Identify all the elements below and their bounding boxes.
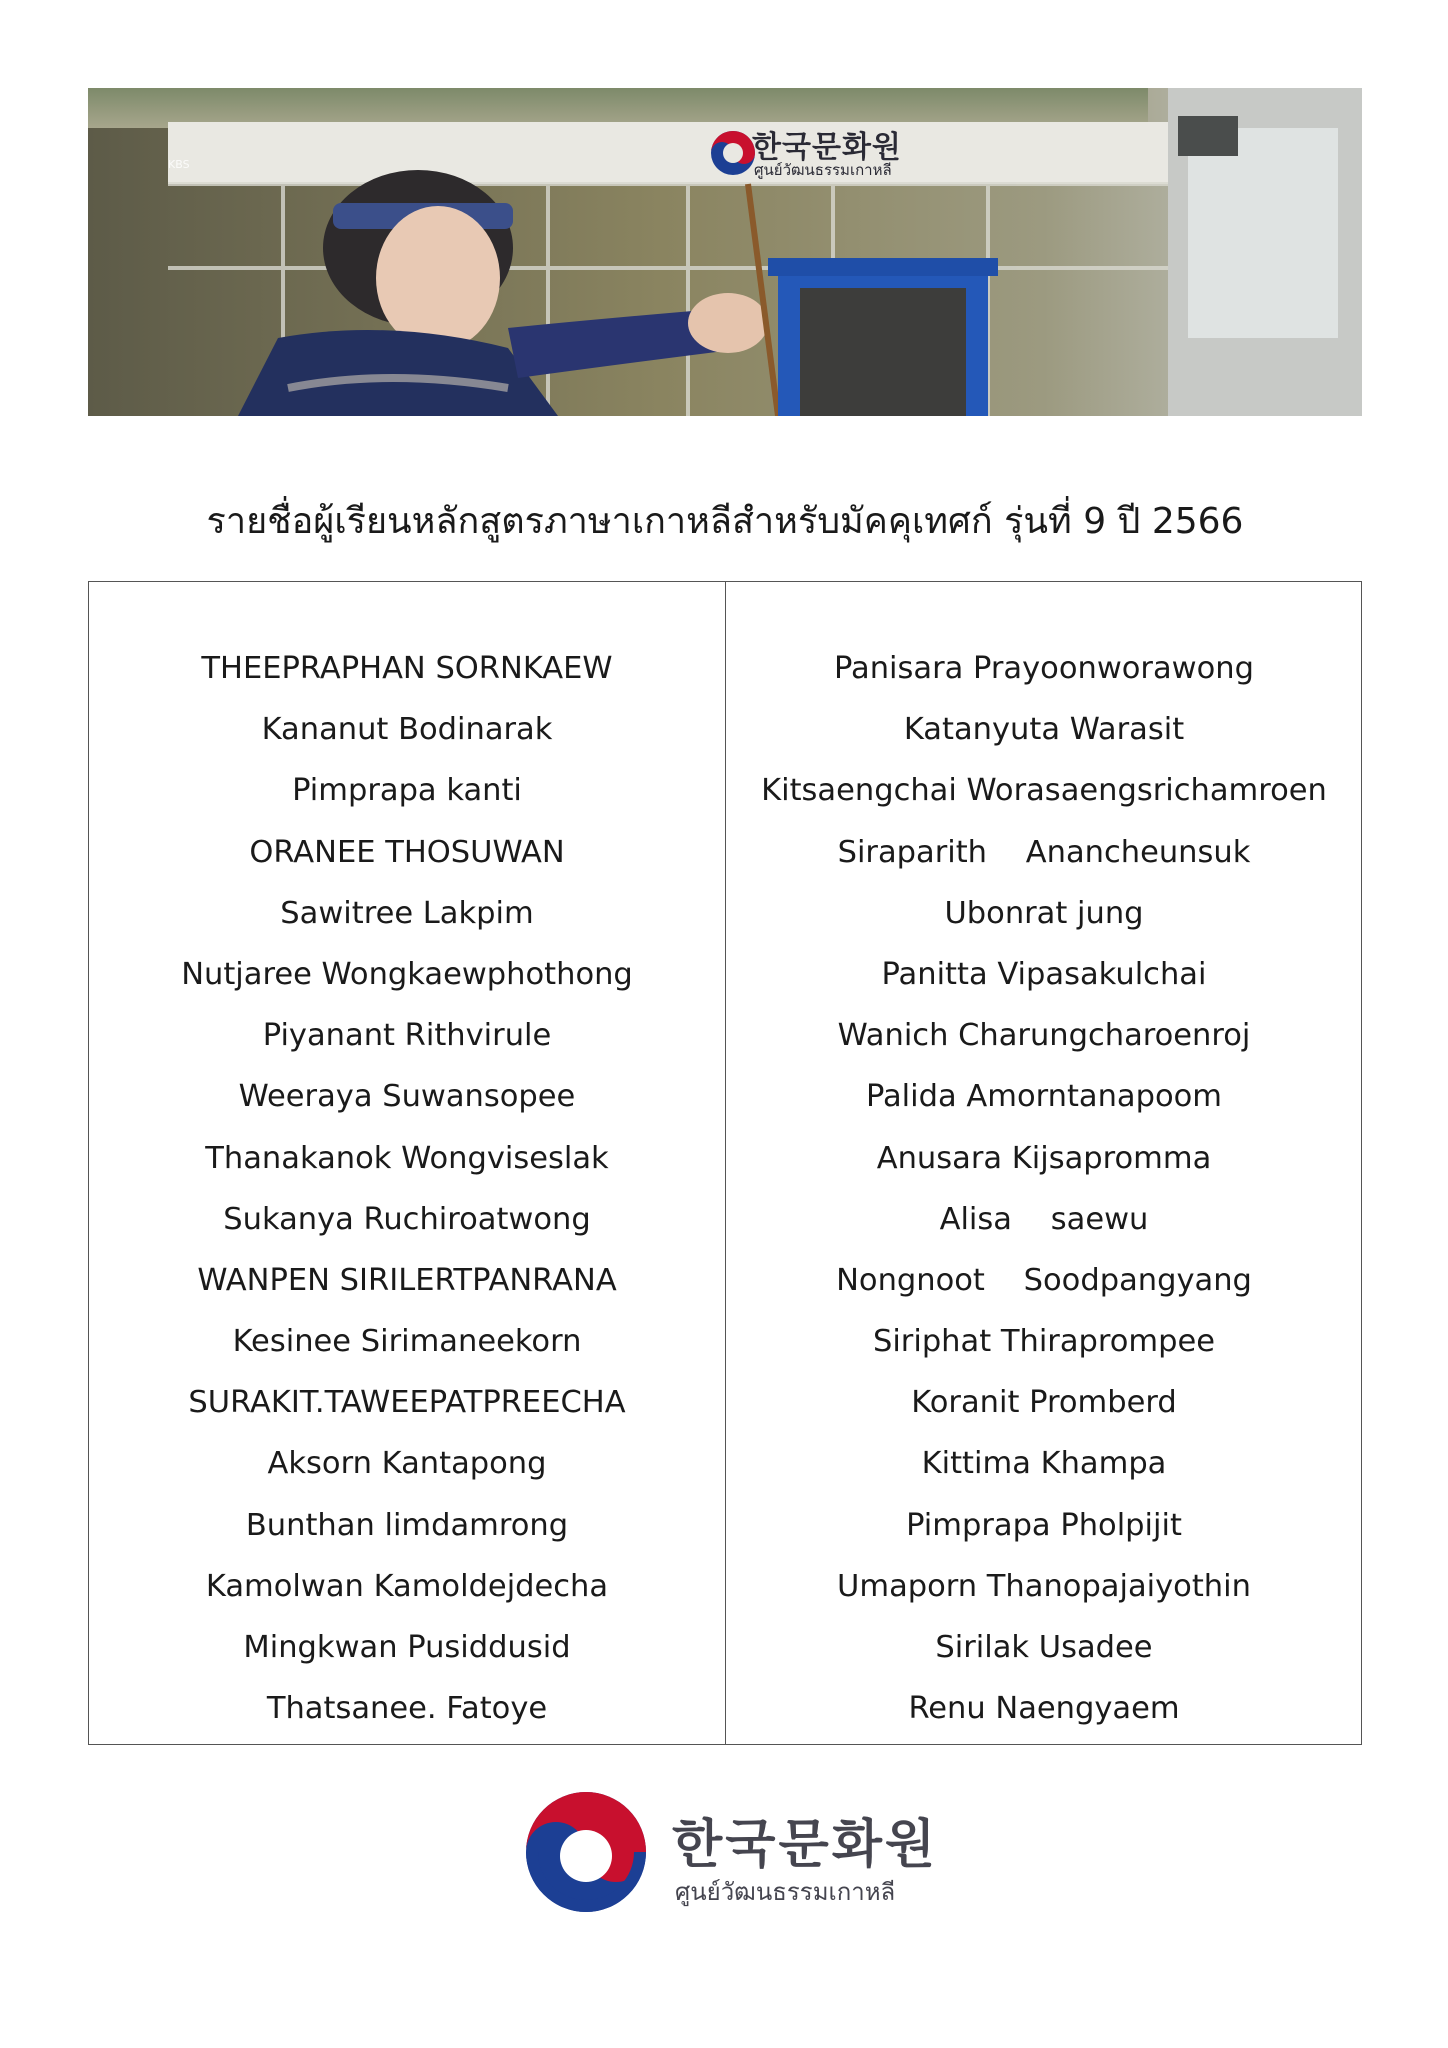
name-row: Kamolwan Kamoldejdecha [205,1568,609,1604]
name-row: Pimprapa Pholpijit [906,1507,1182,1543]
name-row: Renu Naengyaem [908,1691,1180,1727]
name-row: Siraparith Anancheunsuk [837,834,1251,870]
name-row: WANPEN SIRILERTPANRANA [197,1262,617,1298]
name-row: Koranit Promberd [911,1385,1177,1421]
name-row: Mingkwan Pusiddusid [243,1630,571,1665]
name-row: Sirilak Usadee [935,1630,1153,1665]
taegeuk-emblem-icon [524,1790,648,1914]
name-table [88,581,1362,1745]
name-row: Bunthan limdamrong [245,1507,569,1543]
name-row: Nongnoot Soodpangyang [836,1262,1252,1298]
name-row: Anusara Kijsapromma [876,1140,1212,1176]
storefront-illustration [88,88,1362,416]
name-row: Siriphat Thiraprompee [872,1324,1216,1360]
name-row: THEEPRAPHAN SORNKAEW [201,651,613,686]
name-row: Ubonrat jung [944,895,1144,931]
sign-thai-text: ศูนย์วัฒนธรรมเกาหลี [754,161,892,179]
name-row: Weeraya Suwansopee [238,1079,576,1115]
name-row: ORANEE THOSUWAN [249,834,565,870]
name-row: Panitta Vipasakulchai [881,956,1207,992]
name-row: Piyanant Rithvirule [262,1018,552,1054]
name-row: Umaporn Thanopajaiyothin [837,1568,1251,1604]
name-row: Sawitree Lakpim [280,895,534,931]
name-row: Alisa saewu [939,1201,1149,1237]
names-left-column [89,638,725,1739]
name-row: Kittima Khampa [921,1446,1167,1482]
name-row: Kesinee Sirimaneekorn [232,1324,582,1360]
kbs-tag: KBS [168,158,190,171]
name-row: Pimprapa kanti [292,773,522,809]
footer-logo-korean: 한국문화원 [672,1815,939,1875]
name-row: Thanakanok Wongviseslak [205,1140,609,1176]
name-row: Aksorn Kantapong [267,1446,547,1482]
name-row: Sukanya Ruchiroatwong [223,1201,591,1237]
name-row: Katanyuta Warasit [903,712,1185,748]
footer-logo [524,1790,944,1910]
banner-photo [88,88,1362,416]
page-title: รายชื่อผู้เรียนหลักสูตรภาษาเกาหลีสำหรับมัคคุเทศก์ รุ่นที่ 9 ปี 2566 [206,501,1244,542]
name-row: Nutjaree Wongkaewphothong [181,956,633,992]
name-row: Thatsanee. Fatoye [266,1691,548,1727]
footer-logo-thai: ศูนย์วัฒนธรรมเกาหลี [675,1878,896,1906]
name-row: Kitsaengchai Worasaengsrichamroen [761,773,1327,809]
name-row: Wanich Charungcharoenroj [837,1018,1251,1054]
names-right-column [726,638,1362,1739]
sign-korean-text: 한국문화원 [752,130,902,165]
name-row: Palida Amorntanapoom [865,1079,1223,1115]
name-row: Kananut Bodinarak [261,712,553,748]
name-row: SURAKIT.TAWEEPATPREECHA [188,1385,626,1421]
name-row: Panisara Prayoonworawong [834,651,1254,686]
